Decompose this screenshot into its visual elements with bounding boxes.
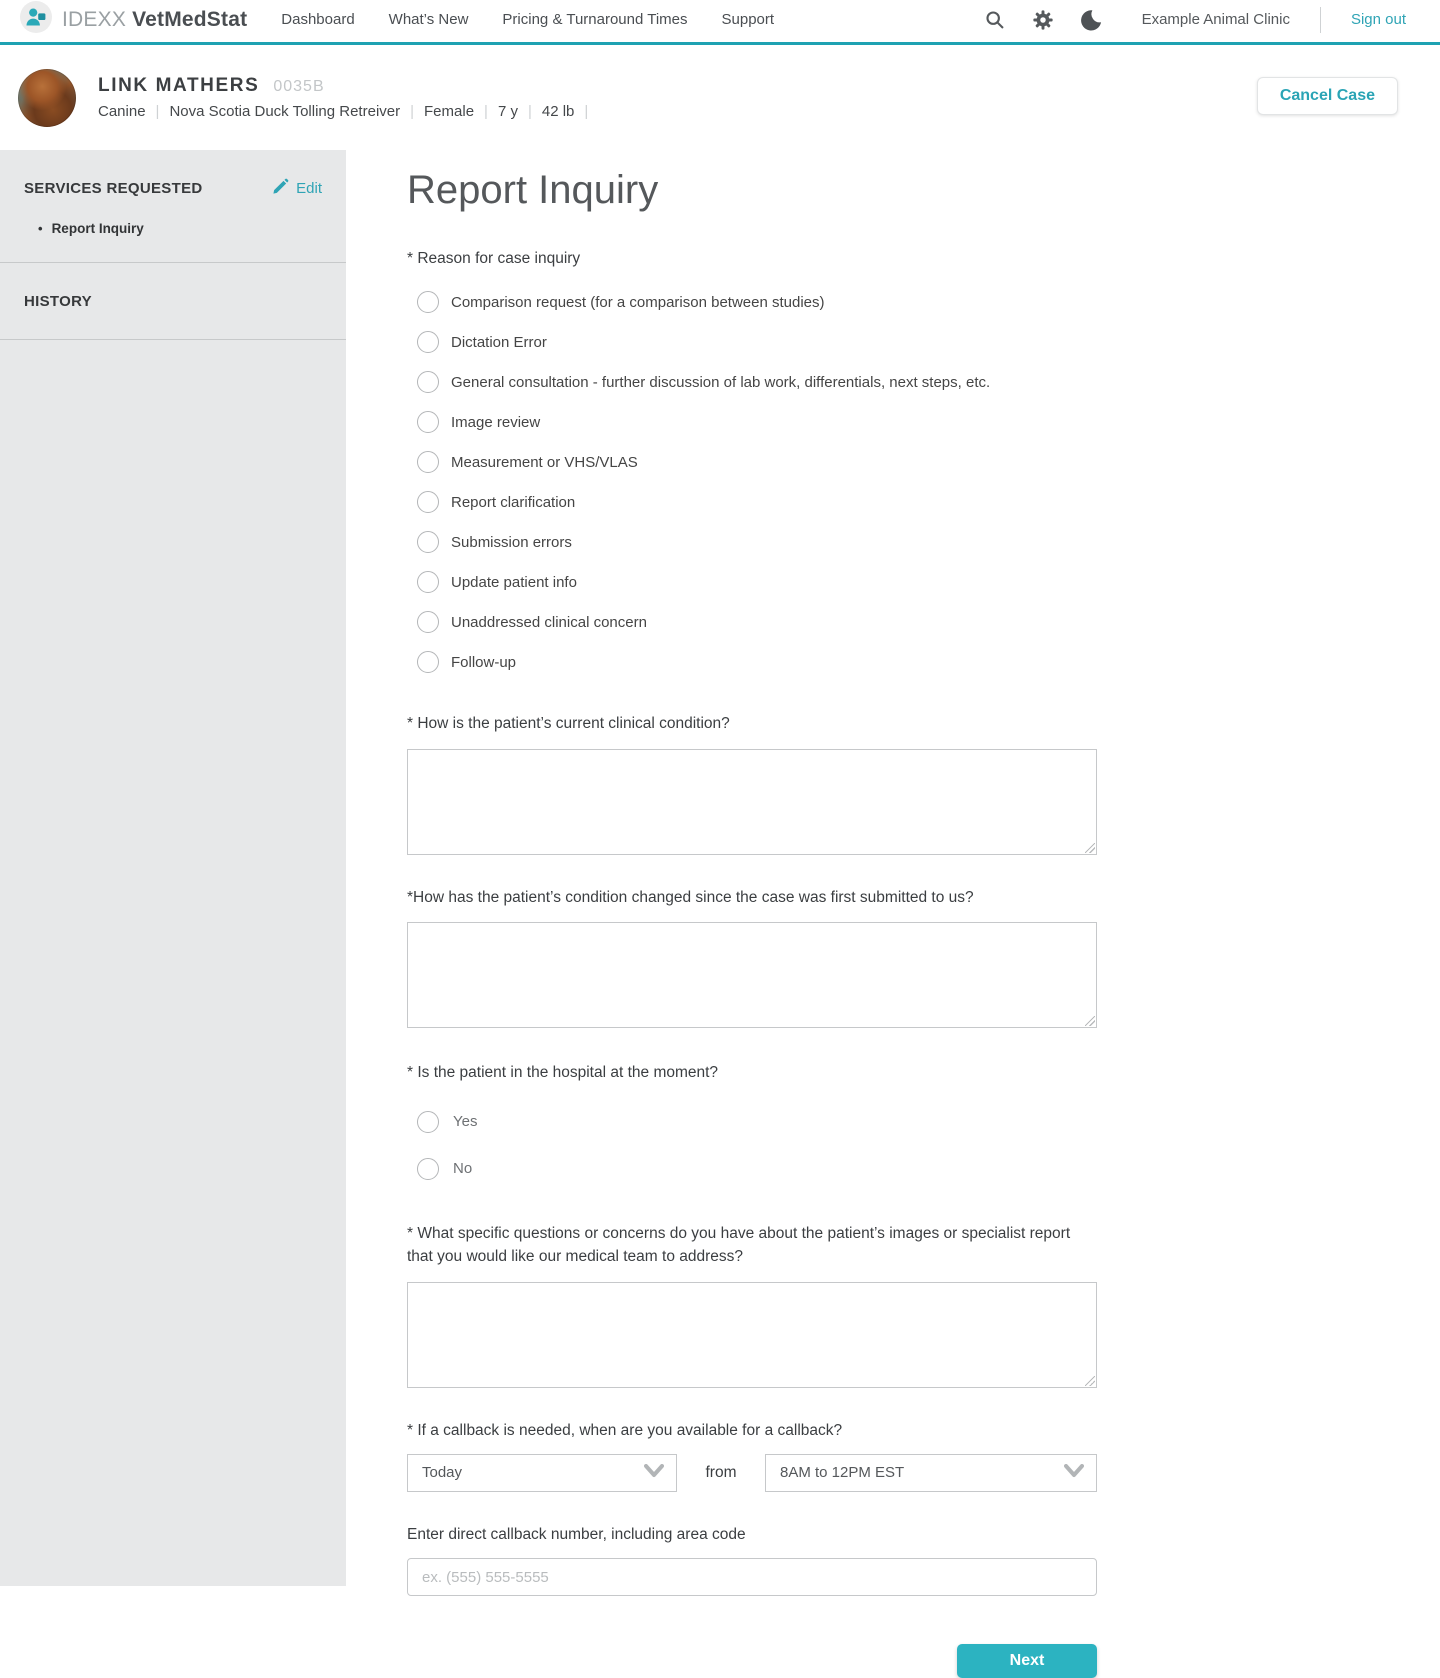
radio-icon[interactable]: [417, 291, 439, 313]
reason-label: * Reason for case inquiry: [407, 250, 581, 267]
moon-icon[interactable]: [1080, 9, 1102, 31]
main-content: [346, 150, 1440, 1669]
patient-sex: Female: [424, 103, 475, 120]
radio-option-yes[interactable]: Yes: [417, 1098, 1097, 1145]
callback-day-select[interactable]: [407, 1454, 677, 1492]
clinic-name: Example Animal Clinic: [1141, 11, 1290, 28]
nav-divider: [1320, 7, 1321, 33]
sidebar-item-report-inquiry[interactable]: [38, 221, 322, 236]
radio-option-comparison-request[interactable]: Comparison request (for a comparison between studies): [417, 282, 1097, 322]
callback-day-value: Today: [422, 1464, 463, 1482]
patient-breed: Nova Scotia Duck Tolling Retreiver: [169, 103, 401, 120]
hospital-label: * Is the patient in the hospital at the moment?: [407, 1063, 719, 1081]
radio-option-follow-up[interactable]: Follow-up: [417, 642, 1097, 682]
radio-icon[interactable]: [417, 651, 439, 673]
radio-option-general-consultation[interactable]: General consultation - further discussion of lab work, differentials, next steps, etc.: [417, 362, 1097, 402]
patient-header: [0, 45, 1440, 150]
patient-species: Canine: [98, 103, 146, 120]
patient-details: Canine | Nova Scotia Duck Tolling Retreiver | Female | 7 y | 42 lb |: [98, 103, 589, 120]
radio-option-dictation-error[interactable]: Dictation Error: [417, 322, 1097, 362]
history-section: [0, 263, 346, 340]
chevron-down-icon: [644, 1464, 664, 1482]
radio-option-update-patient-info[interactable]: Update patient info: [417, 562, 1097, 602]
radio-icon[interactable]: [417, 371, 439, 393]
page-title: Report Inquiry: [407, 168, 659, 212]
radio-option-submission-errors[interactable]: Submission errors: [417, 522, 1097, 562]
brand-text: [62, 8, 247, 32]
brand-name: VetMedStat: [132, 7, 248, 31]
radio-icon[interactable]: [417, 1158, 439, 1180]
nav-link-pricing[interactable]: Pricing & Turnaround Times: [502, 11, 688, 28]
patient-info: [98, 75, 598, 120]
callback-time-value: 8AM to 12PM EST: [780, 1464, 905, 1482]
patient-id: 0035B: [273, 78, 325, 95]
nav-link-whats-new[interactable]: What’s New: [388, 11, 469, 28]
top-navbar: [0, 0, 1440, 45]
search-icon[interactable]: [984, 9, 1006, 31]
service-item-label: Report Inquiry: [51, 221, 144, 236]
patient-name: LINK MATHERS: [98, 75, 260, 96]
radio-option-report-clarification[interactable]: Report clarification: [417, 482, 1097, 522]
radio-option-unaddressed-clinical-concern[interactable]: Unaddressed clinical concern: [417, 602, 1097, 642]
services-requested-section: [0, 150, 346, 263]
vetmedstat-logo-icon: [20, 1, 52, 38]
brand[interactable]: [20, 1, 247, 38]
radio-icon[interactable]: [417, 531, 439, 553]
patient-weight: 42 lb: [541, 103, 575, 120]
cancel-case-button[interactable]: Cancel Case: [1257, 77, 1398, 115]
reason-radio-group: [417, 282, 1097, 682]
radio-icon[interactable]: [417, 1111, 439, 1133]
callback-time-select[interactable]: [765, 1454, 1097, 1492]
condition-label: * How is the patient’s current clinical condition?: [407, 715, 730, 733]
bullet-icon: •: [38, 221, 43, 236]
edit-services-link[interactable]: [272, 178, 322, 199]
sidebar: [0, 150, 346, 1586]
radio-option-image-review[interactable]: Image review: [417, 402, 1097, 442]
radio-icon[interactable]: [417, 611, 439, 633]
services-requested-title: SERVICES REQUESTED: [24, 180, 203, 197]
nav-link-dashboard[interactable]: Dashboard: [281, 11, 355, 28]
gear-icon[interactable]: [1032, 9, 1054, 31]
nav-links: [281, 11, 774, 28]
nav-link-support[interactable]: Support: [721, 11, 775, 28]
condition-changed-label: *How has the patient’s condition changed since the case was first submitted to us?: [407, 888, 974, 906]
phone-label: Enter direct callback number, including area code: [407, 1525, 746, 1543]
from-label: from: [705, 1463, 737, 1481]
pencil-icon: [272, 178, 289, 199]
radio-icon[interactable]: [417, 571, 439, 593]
brand-prefix: IDEXX: [62, 7, 127, 31]
radio-icon[interactable]: [417, 411, 439, 433]
patient-age: 7 y: [497, 103, 518, 120]
callback-number-input[interactable]: [407, 1558, 1097, 1596]
condition-textarea[interactable]: [407, 749, 1097, 855]
questions-textarea[interactable]: [407, 1282, 1097, 1388]
nav-right: [984, 7, 1420, 33]
history-title: HISTORY: [24, 293, 92, 310]
edit-label: Edit: [296, 180, 322, 197]
patient-avatar: [18, 69, 76, 127]
questions-label: * What specific questions or concerns do you have about the patient’s images or specialist report that you would like our medical team to address?: [407, 1225, 1071, 1266]
callback-label: * If a callback is needed, when are you available for a callback?: [407, 1421, 843, 1439]
callback-row: [407, 1454, 1097, 1492]
radio-option-measurement-vhs-vlas[interactable]: Measurement or VHS/VLAS: [417, 442, 1097, 482]
radio-icon[interactable]: [417, 451, 439, 473]
hospital-radio-group: [417, 1098, 1097, 1192]
radio-icon[interactable]: [417, 491, 439, 513]
chevron-down-icon: [1064, 1464, 1084, 1482]
sign-out-link[interactable]: Sign out: [1350, 11, 1406, 28]
radio-icon[interactable]: [417, 331, 439, 353]
next-button[interactable]: Next: [957, 1644, 1097, 1678]
condition-changed-textarea[interactable]: [407, 922, 1097, 1028]
radio-option-no[interactable]: No: [417, 1145, 1097, 1192]
